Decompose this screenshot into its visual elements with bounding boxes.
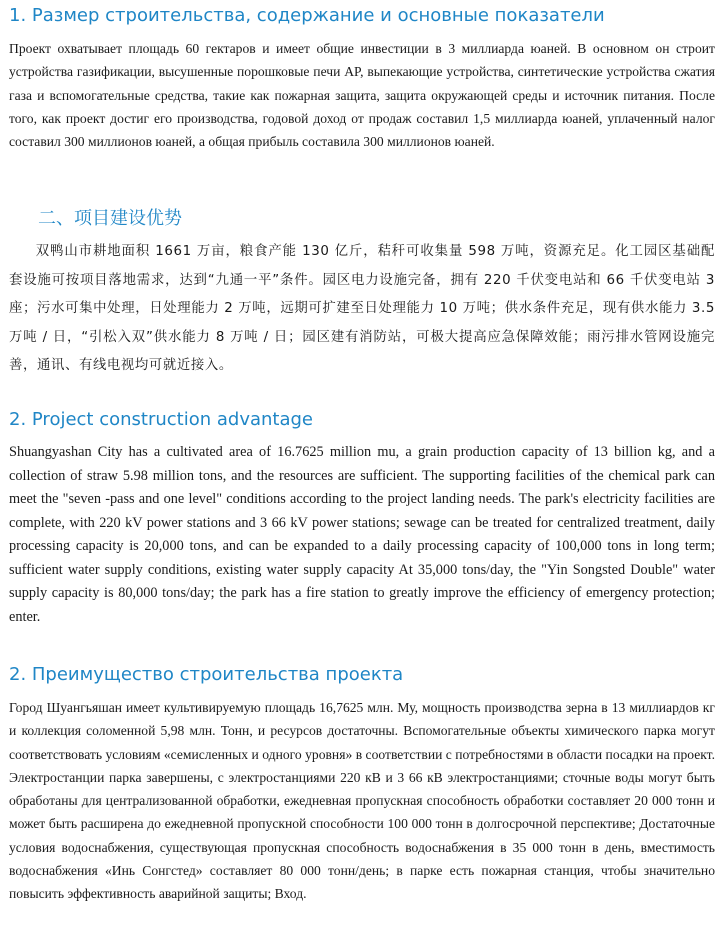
section-2-english-heading: 2. Project construction advantage [9,409,313,430]
section-1-russian-body: Проект охватывает площадь 60 гектаров и имеет общие инвестиции в 3 миллиарда юаней. В основном он строит устройства газификации, высушенные порошковые печи AP, выпекающие устройства, синтетические устройства сжатия газа и вспомогательные средства, такие как пожарная защита, защита окружающей среды и источник питания. После того, как проект достиг его производства, годовой доход от продаж составил 1,5 миллиарда юаней, уплаченный налог составил 300 миллионов юаней, а общая прибыль составила 300 миллионов юаней. [9,41,715,150]
section-1-russian-heading: 1. Размер строительства, содержание и основные показатели [9,5,605,26]
section-2-english-body: Shuangyashan City has a cultivated area of 16.7625 million mu, a grain production capacity of 13 billion kg, and a collection of straw 5.98 million tons, and the resources are sufficient. The supporting facilities of the chemical park can meet the "seven -pass and one level" conditions according to the project landing needs. The park's electricity facilities are complete, with 220 kV power stations and 3 66 kV power stations; sewage can be treated for centralized treatment, daily processing capacity is 20,000 tons, and can be expanded to a daily processing capacity of 100,000 tons in long term; sufficient water supply conditions, existing water supply capacity At 35,000 tons/day, the "Yin Songsted Double" water supply capacity is 80,000 tons/day; the park has a fire station to greatly improve the efficiency of emergency protection; enter. [9,444,715,625]
section-2-russian-heading: 2. Преимущество строительства проекта [9,664,404,685]
section-2-chinese-heading: 二、项目建设优势 [38,208,182,229]
section-2-chinese-body: 双鸭山市耕地面积 1661 万亩，粮食产能 130 亿斤，秸秆可收集量 598 万吨，资源充足。化工园区基础配套设施可按项目落地需求，达到“九通一平”条件。园区电力设施完备，拥有 220 千伏变电站和 66 千伏变电站 3 座；污水可集中处理，日处理能力 2 万吨，远期可扩建至日处理能力 10 万吨；供水条件充足，现有供水能力 3.5 万吨 / 日，“引松入双”供水能力 8 万吨 / 日；园区建有消防站，可极大提高应急保障效能；雨污排水管网设施完善，通讯、有线电视均可就近接入。 [9,244,715,373]
section-2-russian-body: Город Шуангьяшан имеет культивируемую площадь 16,7625 млн. Му, мощность производства зерна в 13 миллиардов кг и коллекция соломенной 5,98 млн. Тонн, и ресурсов достаточны. Вспомогательные объекты химического парка могут соответствовать условиям «семисленных и одного уровня» в соответствии с потребностями в области посадки на проект. Электростанции парка завершены, с электростанциями 220 кВ и 3 66 кВ электростанциями; сточные воды могут быть обработаны для централизованной обработки, ежедневная пропускная способность обработки составляет 20 000 тонн и может быть расширена до ежедневной пропускной способности 100 000 тонн в долгосрочной перспективе; Достаточные условия водоснабжения, существующая пропускная способность водоснабжения в 35 000 тонн в день, вместимость водоснабжения «Инь Сонгстед» составляет 80 000 тонн/день; в парке есть пожарная станция, чтобы значительно повысить эффективность аварийной защиты; Вход. [9,700,715,902]
